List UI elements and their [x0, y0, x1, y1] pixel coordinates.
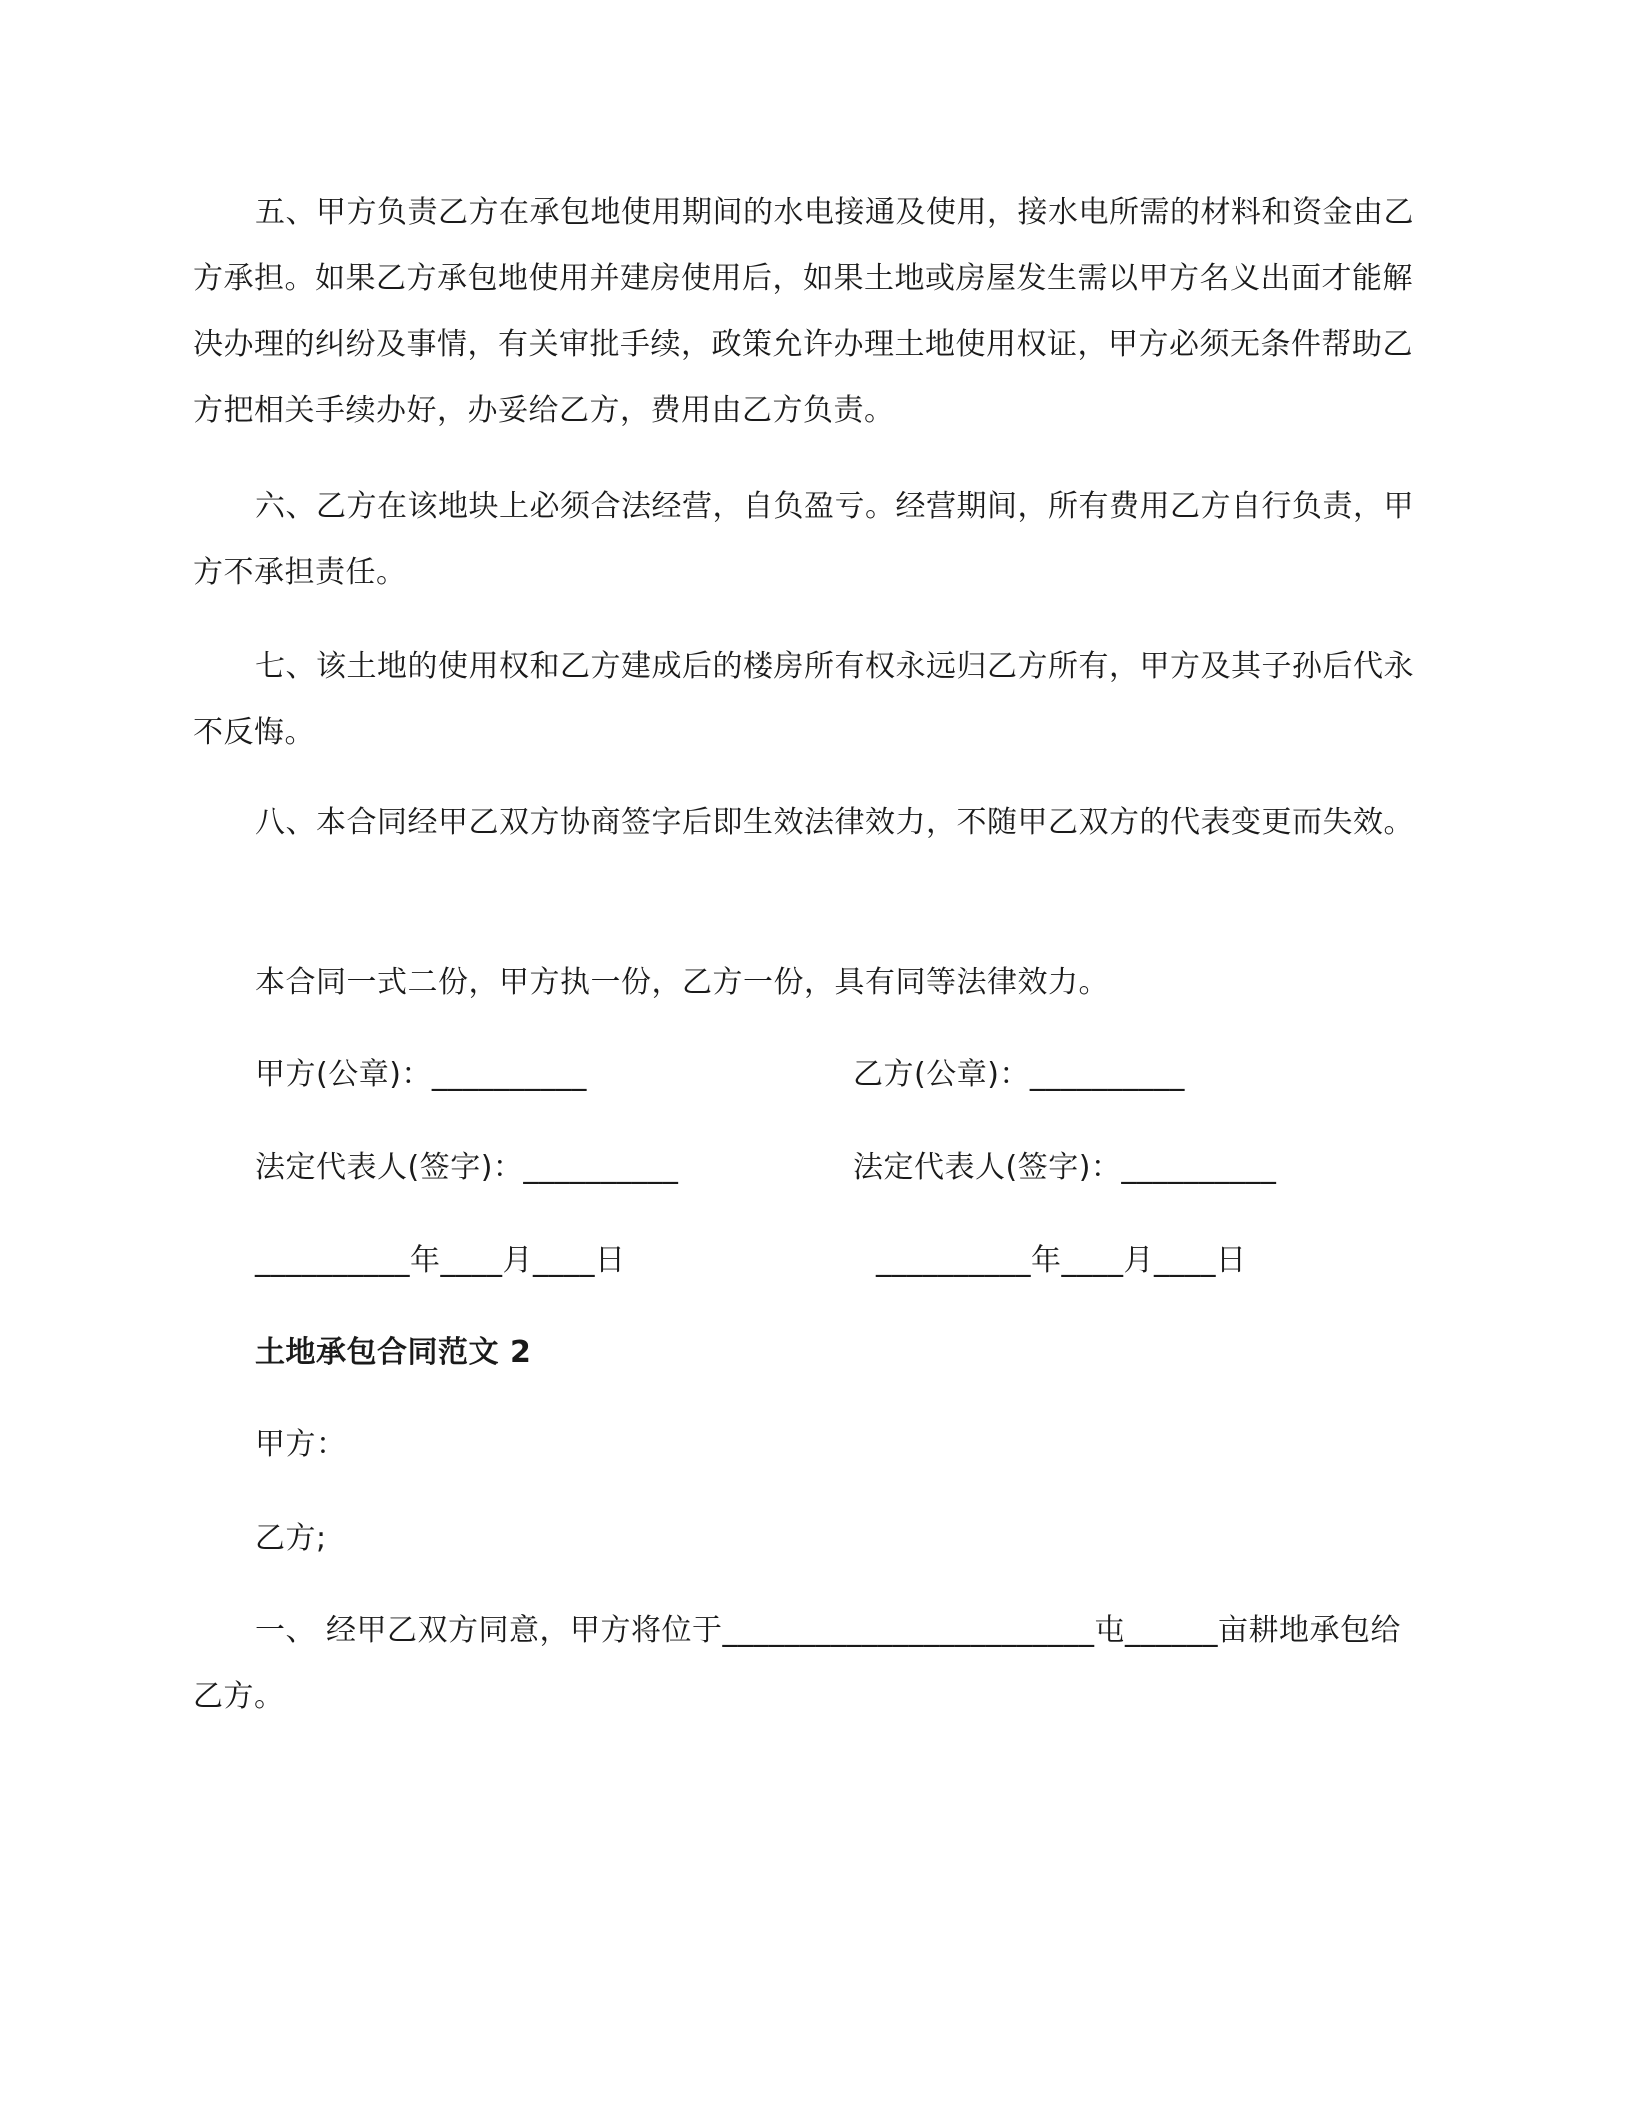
- section-2-clause-1: 一、 经甲乙双方同意，甲方将位于________________________屯______亩耕地承包给乙方。: [193, 1613, 1402, 1714]
- copies-statement: 本合同一式二份，甲方执一份，乙方一份，具有同等法律效力。: [255, 965, 1109, 1000]
- section-2-heading: 土地承包合同范文 2: [255, 1335, 532, 1370]
- clause-6-paragraph: 六、乙方在该地块上必须合法经营，自负盈亏。经营期间，所有费用乙方自行负责，甲方不承担责任。: [193, 489, 1414, 590]
- clause-7-paragraph: 七、该土地的使用权和乙方建成后的楼房所有权永远归乙方所有，甲方及其子孙后代永不反悔。: [193, 649, 1414, 750]
- section-2-party-a: 甲方：: [255, 1427, 347, 1462]
- party-b-seal-line: 乙方(公章)：__________: [853, 1057, 1185, 1092]
- party-a-representative-line: 法定代表人(签字)：__________: [255, 1150, 679, 1185]
- party-b-date-line: __________年____月____日: [876, 1243, 1247, 1278]
- clause-5-paragraph: 五、甲方负责乙方在承包地使用期间的水电接通及使用，接水电所需的材料和资金由乙方承担。如果乙方承包地使用并建房使用后，如果土地或房屋发生需以甲方名义出面才能解决办理的纠纷及事情，有关审批手续，政策允许办理土地使用权证，甲方必须无条件帮助乙方把相关手续办好，办妥给乙方，费用由乙方负责。: [193, 195, 1414, 428]
- party-a-seal-line: 甲方(公章)：__________: [255, 1057, 587, 1092]
- clause-8-paragraph: 八、本合同经甲乙双方协商签字后即生效法律效力，不随甲乙双方的代表变更而失效。: [255, 805, 1414, 840]
- section-2-party-b: 乙方;: [255, 1521, 327, 1556]
- party-a-date-line: __________年____月____日: [255, 1243, 626, 1278]
- party-b-representative-line: 法定代表人(签字)：__________: [853, 1150, 1277, 1185]
